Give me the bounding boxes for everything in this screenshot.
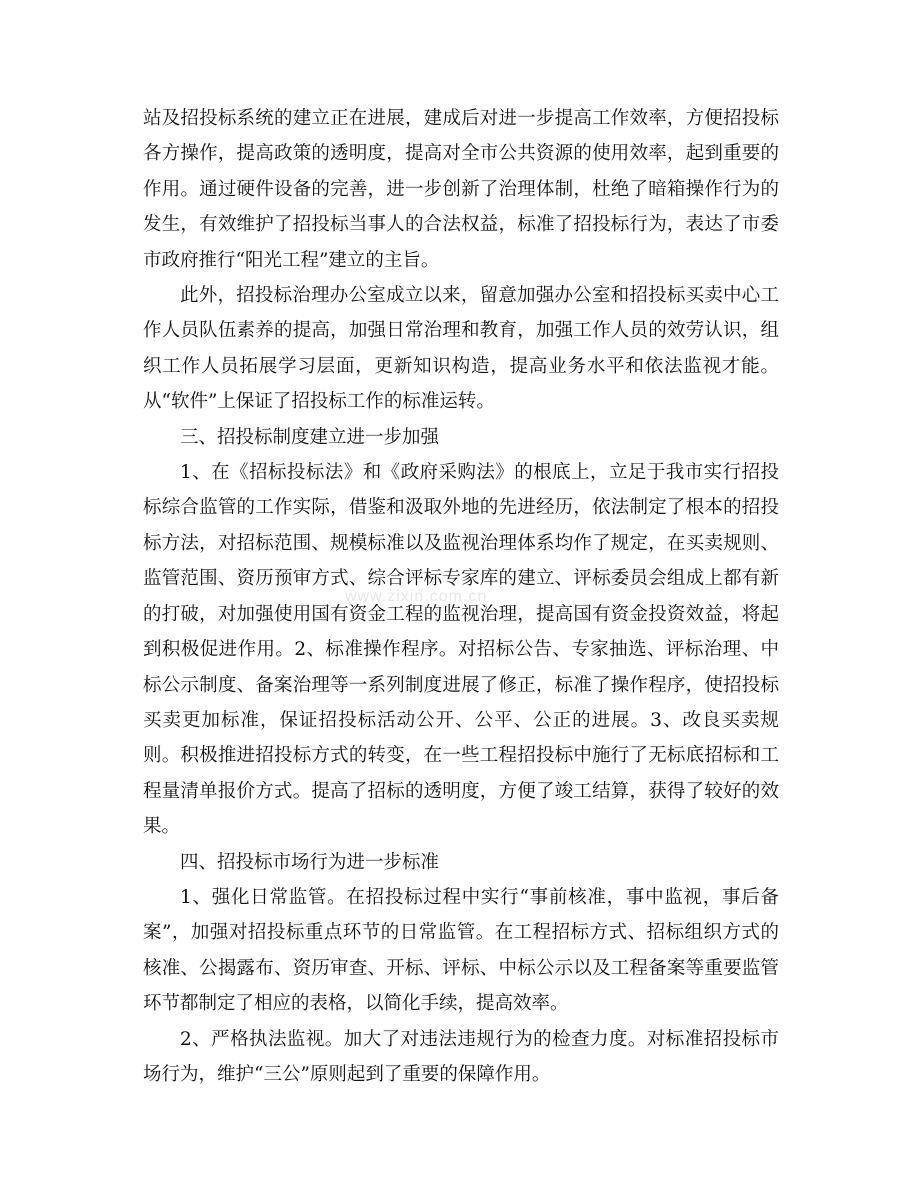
paragraph-4: 1、在《招标投标法》和《政府采购法》的根底上，立足于我市实行招投标综合监管的工作实际，借鉴和汲取外地的先进经历，依法制定了根本的招投标方法，对招标范围、规模标准以及监视治理体系均作了规定，在买卖规则、监管范围、资历预审方式、综合评标专家库的建立、评标委员会组成上都有新的打破，对加强使用国有资金工程的监视治理，提高国有资金投资效益，将起到积极促进作用。2、标准操作程序。对招标公告、专家抽选、评标治理、中标公示制度、备案治理等一系列制度进展了修正，标准了操作程序，使招投标买卖更加标准，保证招投标活动公开、公平、公正的进展。3、改良买卖规则。积极推进招投标方式的转变，在一些工程招投标中施行了无标底招标和工程量清单报价方式。提高了招标的透明度，方便了竣工结算，获得了较好的效果。: [143, 462, 779, 838]
paragraph-2: 此外，招投标治理办公室成立以来，留意加强办公室和招投标买卖中心工作人员队伍素养的提高，加强日常治理和教育，加强工作人员的效劳认识，组织工作人员拓展学习层面，更新知识构造，提高业务水平和依法监视才能。从“软件”上保证了招投标工作的标准运转。: [143, 285, 779, 413]
paragraph-1: 站及招投标系统的建立正在进展，建成后对进一步提高工作效率，方便招投标各方操作，提高政策的透明度，提高对全市公共资源的使用效率，起到重要的作用。通过硬件设备的完善，进一步创新了治理体制，杜绝了暗箱操作行为的发生，有效维护了招投标当事人的合法权益，标准了招投标行为，表达了市委市政府推行“阳光工程”建立的主旨。: [143, 108, 779, 271]
section-heading-3: 三、招投标制度建立进一步加强: [180, 426, 440, 448]
paragraph-7: 2、严格执法监视。加大了对违法违规行为的检查力度。对标准招投标市场行为，维护“三公”原则起到了重要的保障作用。: [143, 1028, 779, 1085]
watermark: www.zixin.com.cn: [345, 588, 488, 605]
paragraph-6: 1、强化日常监管。在招投标过程中实行“事前核准，事中监视，事后备案”，加强对招投标重点环节的日常监管。在工程招标方式、招标组织方式的核准、公揭露布、资历审查、开标、评标、中标公示以及工程备案等重要监管环节都制定了相应的表格，以简化手续，提高效率。: [143, 886, 779, 1015]
section-heading-4: 四、招投标市场行为进一步标准: [180, 851, 440, 873]
document-body: [143, 101, 779, 1092]
